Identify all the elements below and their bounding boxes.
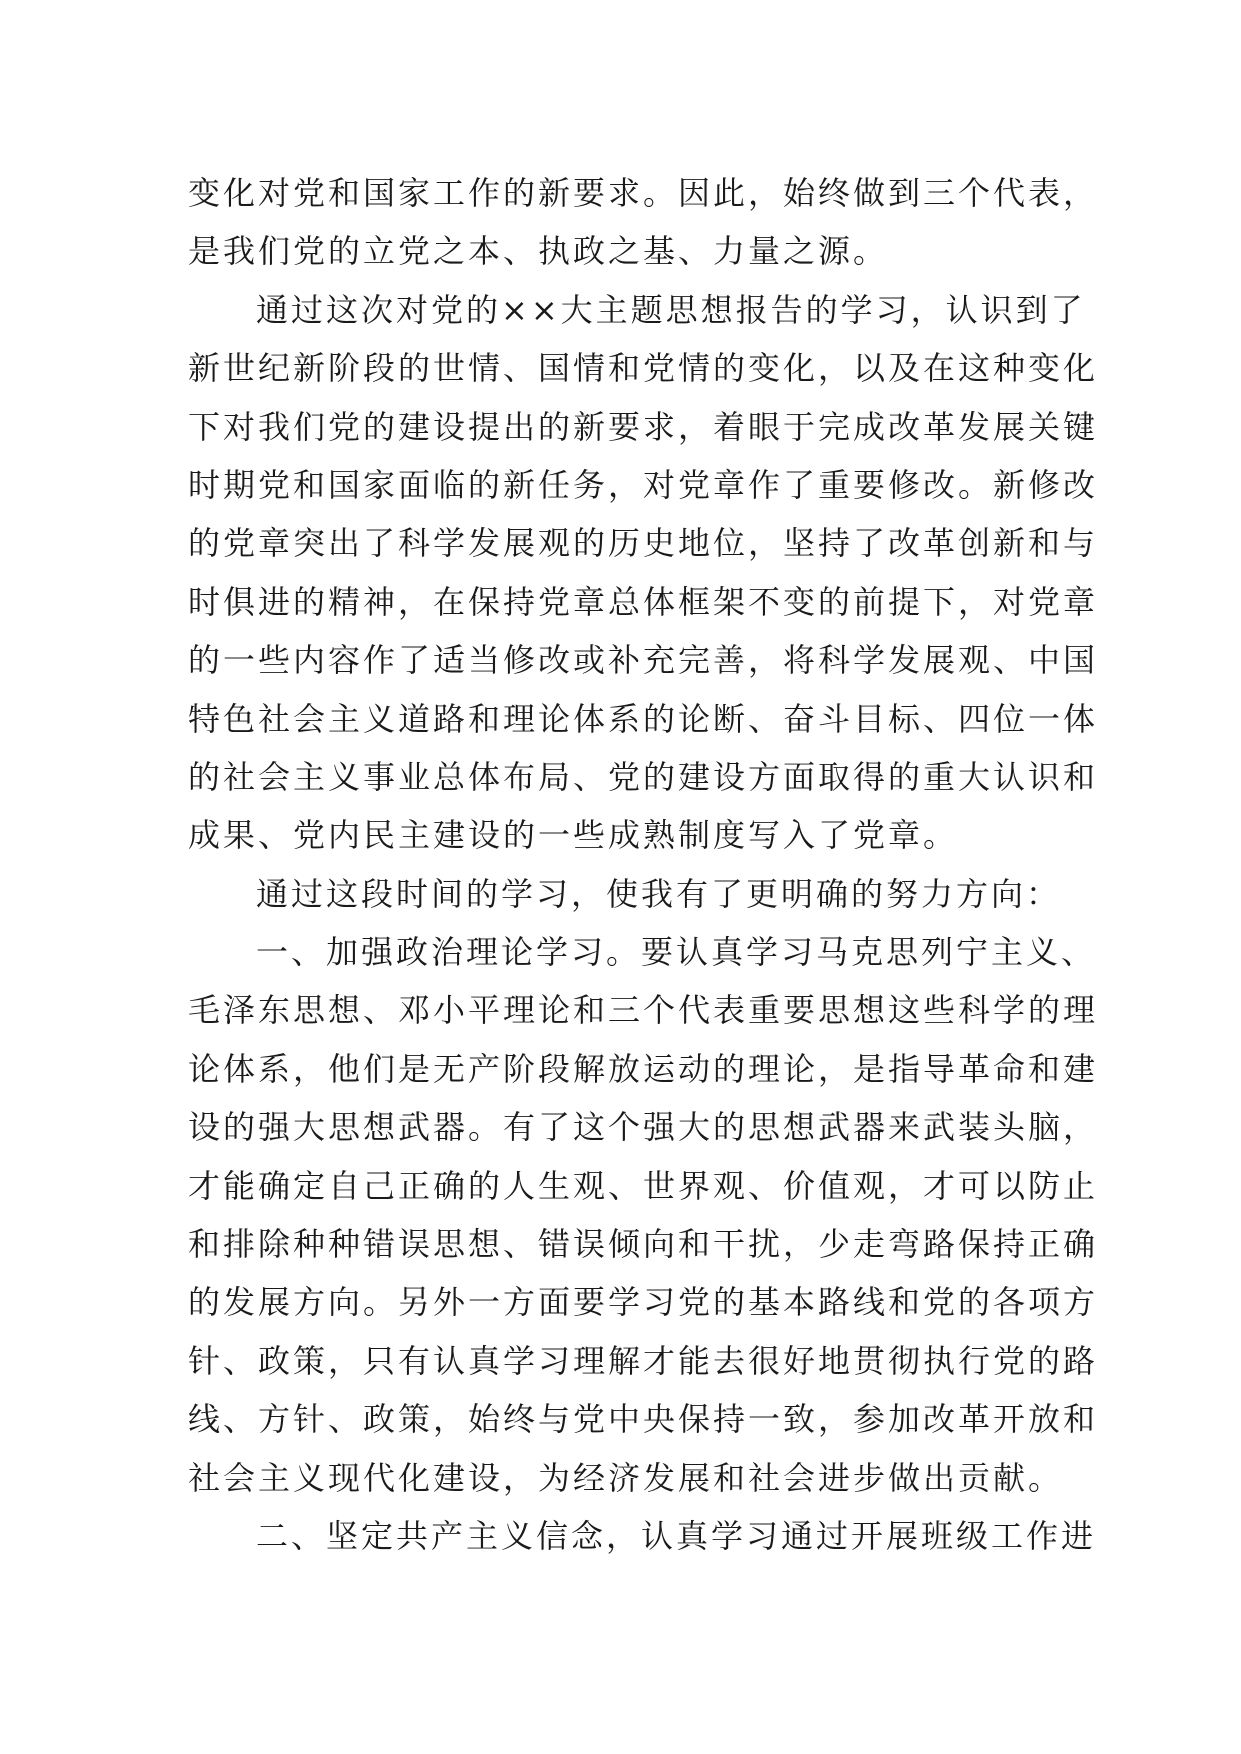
text-line: 特色社会主义道路和理论体系的论断、奋斗目标、四位一体 bbox=[188, 699, 1099, 738]
paragraph-start-line: 通过这次对党的××大主题思想报告的学习，认识到了 bbox=[256, 290, 1086, 329]
text-line: 的发展方向。另外一方面要学习党的基本路线和党的各项方 bbox=[188, 1283, 1099, 1322]
paragraph-start-line: 二、坚定共产主义信念，认真学习通过开展班级工作进 bbox=[256, 1516, 1097, 1555]
text-line: 的党章突出了科学发展观的历史地位，坚持了改革创新和与 bbox=[188, 524, 1099, 563]
document-body bbox=[188, 164, 1099, 1565]
text-line: 的社会主义事业总体布局、党的建设方面取得的重大认识和 bbox=[188, 757, 1099, 796]
text-line: 才能确定自己正确的人生观、世界观、价值观，才可以防止 bbox=[188, 1166, 1099, 1205]
text-line: 变化对党和国家工作的新要求。因此，始终做到三个代表， bbox=[188, 174, 1099, 212]
text-line: 下对我们党的建设提出的新要求，着眼于完成改革发展关键 bbox=[188, 407, 1099, 446]
text-line: 毛泽东思想、邓小平理论和三个代表重要思想这些科学的理 bbox=[188, 991, 1099, 1030]
text-line: 时期党和国家面临的新任务，对党章作了重要修改。新修改 bbox=[188, 465, 1099, 504]
text-line: 针、政策，只有认真学习理解才能去很好地贯彻执行党的路 bbox=[188, 1341, 1099, 1380]
paragraph-start-line: 通过这段时间的学习，使我有了更明确的努力方向： bbox=[256, 874, 1062, 913]
text-line: 论体系，他们是无产阶段解放运动的理论，是指导革命和建 bbox=[188, 1049, 1099, 1088]
text-line: 是我们党的立党之本、执政之基、力量之源。 bbox=[188, 232, 889, 271]
text-line: 和排除种种错误思想、错误倾向和干扰，少走弯路保持正确 bbox=[188, 1225, 1099, 1264]
text-line: 设的强大思想武器。有了这个强大的思想武器来武装头脑， bbox=[188, 1108, 1099, 1147]
paragraph-start-line: 一、加强政治理论学习。要认真学习马克思列宁主义、 bbox=[256, 933, 1097, 972]
text-line: 新世纪新阶段的世情、国情和党情的变化，以及在这种变化 bbox=[188, 349, 1099, 388]
text-line: 成果、党内民主建设的一些成熟制度写入了党章。 bbox=[188, 816, 959, 855]
text-line: 时俱进的精神，在保持党章总体框架不变的前提下，对党章 bbox=[188, 582, 1099, 621]
text-line: 社会主义现代化建设，为经济发展和社会进步做出贡献。 bbox=[188, 1458, 1064, 1497]
text-line: 的一些内容作了适当修改或补充完善，将科学发展观、中国 bbox=[188, 641, 1099, 680]
text-line: 线、方针、政策，始终与党中央保持一致，参加改革开放和 bbox=[188, 1400, 1099, 1439]
